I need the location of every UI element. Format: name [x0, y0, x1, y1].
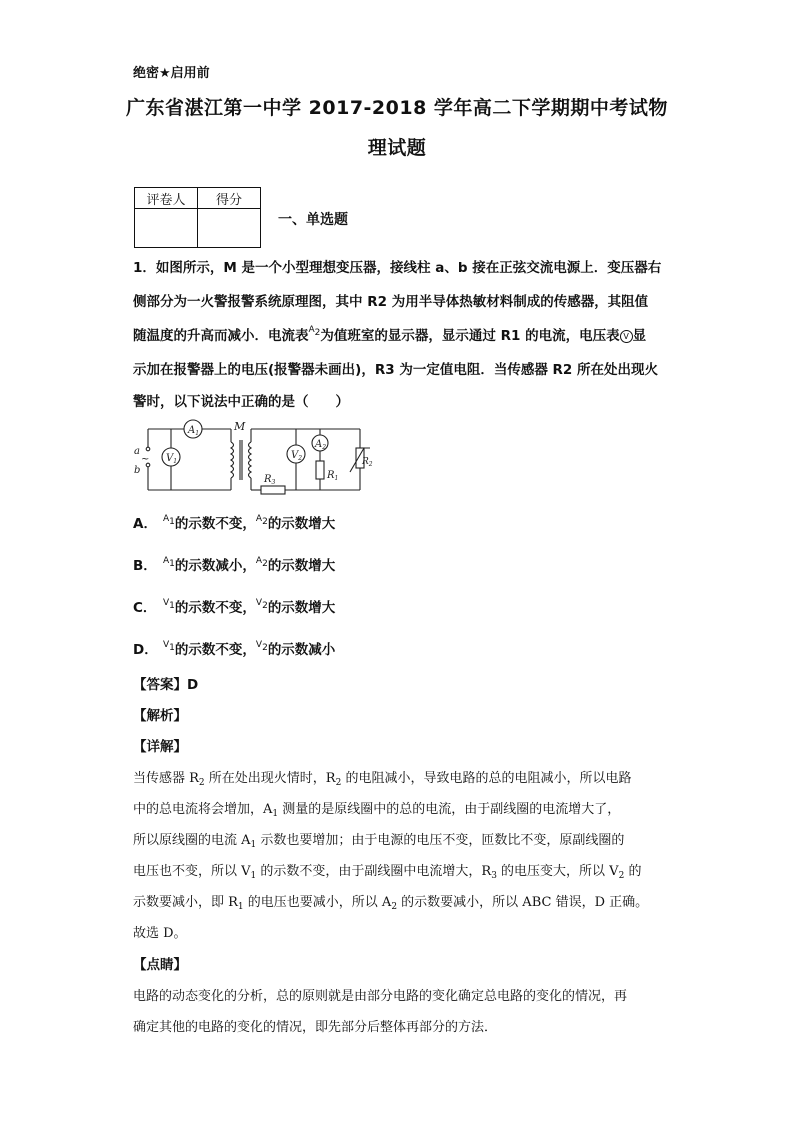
circuit-diagram: [130, 418, 373, 498]
a1-label: $A_1$: [188, 425, 200, 437]
voltmeter-icon: V: [620, 330, 633, 343]
detail-line-4: 电压也不变，所以 $V_1$ 的示数不变，由于副线圈中电流增大，$R_3$ 的电压变大，所以 $V_2$ 的: [133, 864, 642, 881]
page-title-line2: 理试题: [367, 137, 427, 159]
r3-label: $R_3$: [264, 474, 276, 486]
transformer-m-label: M: [234, 420, 246, 433]
detail-line-5: 示数要减小，即 $R_1$ 的电压也要减小，所以 $A_2$ 的示数要减小，所以 ABC 错误，D 正确。: [133, 895, 649, 912]
terminal-a-label: a: [134, 446, 140, 457]
comment-line-2: 确定其他的电路的变化的情况，即先部分后整体再部分的方法．: [133, 1020, 498, 1035]
option-d[interactable]: D． $^{V1}$的示数不变，$^{V2}$的示数减小: [133, 640, 336, 658]
question-line-5: 警时，以下说法中正确的是（ ）: [133, 394, 349, 410]
question-line-1: 1．如图所示，M 是一个小型理想变压器，接线柱 a、b 接在正弦交流电源上．变压器右: [133, 260, 662, 276]
question-line-3-post: 为值班室的显示器，显示通过 R1 的电流，电压表: [320, 328, 620, 344]
question-line-3-end: 显: [632, 328, 647, 344]
comment-line-1: 电路的动态变化的分析，总的原则就是由部分电路的变化确定总电路的变化的情况，再: [133, 989, 628, 1004]
question-line-2: 侧部分为一火警报警系统原理图，其中 R2 为用半导体热敏材料制成的传感器，其阻值: [133, 294, 649, 310]
page-title-line1: 广东省湛江第一中学 2017-2018 学年高二下学期期中考试物: [126, 97, 668, 119]
v2-label: $V_2$: [291, 450, 303, 462]
resistor-r3-icon: [261, 486, 285, 494]
r2-label: $R_2$: [362, 457, 373, 468]
resistor-r1-icon: [316, 461, 324, 479]
detail-line-6: 故选 D。: [133, 926, 187, 941]
question-line-3: [133, 324, 646, 344]
question-line-3-pre: 随温度的升高而减小．电流表: [133, 328, 309, 344]
detail-line-2: 中的总电流将会增加，$A_1$ 测量的是原线圈中的总的电流，由于副线圈的电流增大了，: [133, 802, 621, 819]
detail-line-1: 当传感器 $R_2$ 所在处出现火情时，$R_2$ 的电阻减小，导致电路的总的电阻减小，所以电路: [133, 771, 632, 788]
secret-label: 绝密★启用前: [133, 66, 210, 81]
r1-label: $R_1$: [327, 470, 339, 482]
ammeter-symbol: A2: [308, 325, 321, 338]
a2-label: $A_2$: [315, 439, 327, 451]
score-table-cell-score: [198, 209, 261, 248]
option-c[interactable]: C． $^{V1}$的示数不变，$^{V2}$的示数增大: [133, 598, 336, 616]
detail-line-3: 所以原线圈的电流 $A_1$ 示数也要增加；由于电源的电压不变，匝数比不变，原副线圈的: [133, 833, 625, 850]
option-a[interactable]: A． $^{A1}$的示数不变，$^{A2}$的示数增大: [133, 514, 336, 532]
detail-label: 【详解】: [133, 739, 187, 755]
comment-label: 【点睛】: [133, 957, 187, 973]
ac-source-icon: ~: [141, 454, 150, 465]
score-table-header-grader: 评卷人: [135, 188, 198, 209]
option-b[interactable]: B． $^{A1}$的示数减小，$^{A2}$的示数增大: [133, 556, 336, 574]
section-title: 一、单选题: [278, 212, 348, 228]
terminal-b-label: b: [134, 465, 141, 476]
primary-coil-icon: [231, 442, 234, 478]
analysis-label: 【解析】: [133, 708, 187, 724]
score-table-cell-grader: [135, 209, 198, 248]
score-table-header-score: 得分: [198, 188, 261, 209]
question-line-4: 示加在报警器上的电压(报警器未画出)，R3 为一定值电阻．当传感器 R2 所在处出现火: [133, 362, 659, 378]
v1-label: $V_1$: [166, 453, 178, 465]
secondary-coil-icon: [249, 442, 252, 478]
score-table: [134, 187, 261, 248]
answer-label: 【答案】D: [133, 677, 199, 693]
